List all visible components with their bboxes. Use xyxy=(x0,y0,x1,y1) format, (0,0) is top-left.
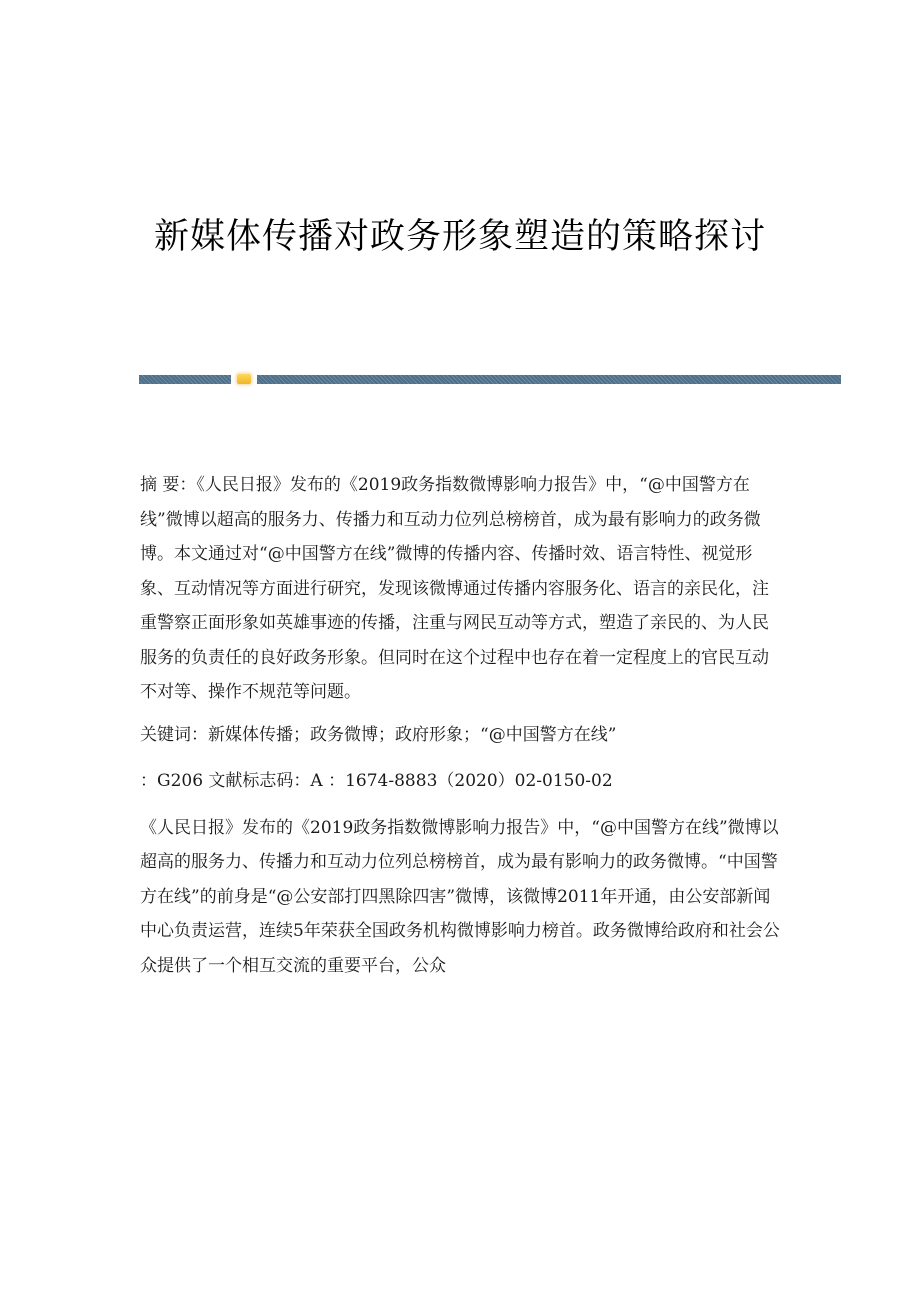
divider-bar-left xyxy=(139,375,231,384)
keywords-text: 新媒体传播；政务微博；政府形象；“@中国警方在线” xyxy=(208,724,617,745)
classification-line: ：G206 文献标志码：A ：1674-8883（2020）02-0150-02 xyxy=(140,771,613,791)
divider-bar-right xyxy=(257,375,841,384)
document-body xyxy=(140,468,780,983)
abstract-text: 《人民日报》发布的《2019政务指数微博影响力报告》中，“@中国警方在线”微博以超高的服务力、传播力和互动力位列总榜榜首，成为最有影响力的政务微博。本文通过对“@中国警方在线”微博的传播内容、传播时效、语言特性、视觉形象、互动情况等方面进行研究，发现该微博通过传播内容服务化、语言的亲民化，注重警察正面形象如英雄事迹的传播，注重与网民互动等方式，塑造了亲民的、为人民服务的负责任的良好政务形象。但同时在这个过程中也存在着一定程度上的官民互动不对等、操作不规范等问题。 xyxy=(140,475,769,702)
divider-emblem-icon xyxy=(237,374,251,384)
keywords-line xyxy=(140,718,780,753)
abstract-label: 摘 要： xyxy=(140,475,197,495)
title-divider xyxy=(139,375,841,384)
keywords-label: 关键词： xyxy=(140,724,208,745)
body-paragraph-1: 《人民日报》发布的《2019政务指数微博影响力报告》中，“@中国警方在线”微博以超高的服务力、传播力和互动力位列总榜榜首，成为最有影响力的政务微博。“中国警方在线”的前身是“@公安部打四黑除四害”微博，该微博2011年开通，由公安部新闻中心负责运营，连续5年荣获全国政务机构微博影响力榜首。政务微博给政府和社会公众提供了一个相互交流的重要平台，公众 xyxy=(140,817,780,976)
document-title: 新媒体传播对政务形象塑造的策略探讨 xyxy=(153,217,766,257)
abstract-paragraph xyxy=(140,468,780,710)
